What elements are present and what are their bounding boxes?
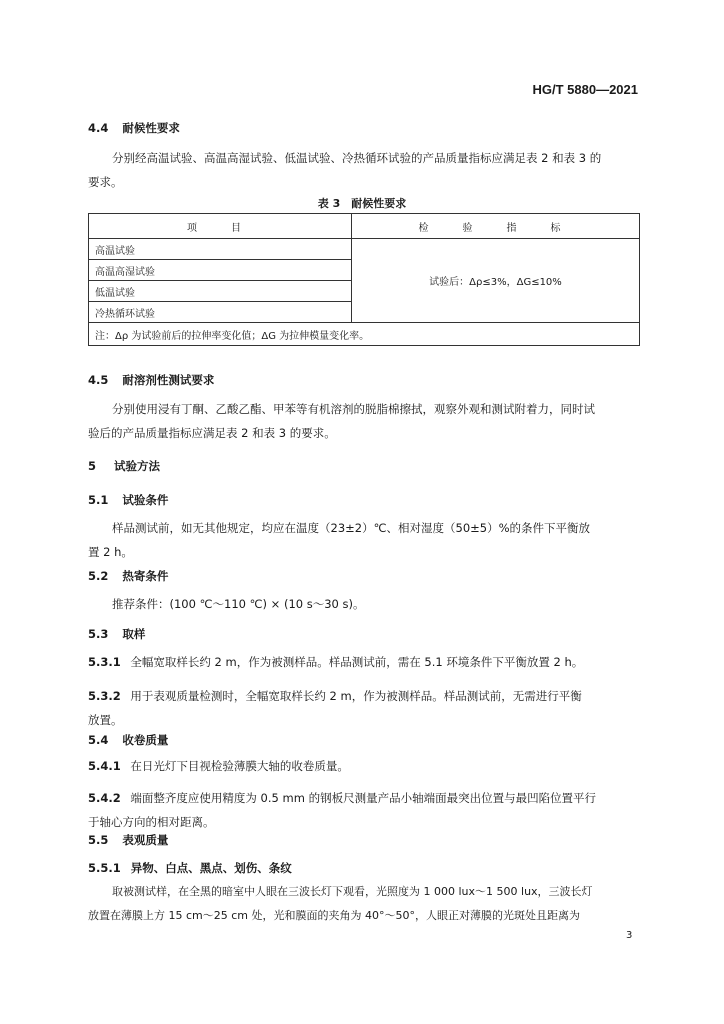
section-5-2-heading	[88, 568, 168, 584]
section-number: 5.5.1	[88, 861, 121, 875]
table-row-label: 低温试验	[89, 281, 352, 302]
section-number: 5.2	[88, 569, 109, 583]
table-note: 注：Δρ 为试验前后的拉伸率变化值；ΔG 为拉伸模量变化率。	[89, 323, 640, 346]
section-4-4-body	[88, 146, 648, 194]
section-number: 5.5	[88, 833, 109, 847]
section-title: 表观质量	[122, 833, 169, 847]
table-row-label: 高温高湿试验	[89, 260, 352, 281]
section-title: 耐溶剂性测试要求	[122, 373, 215, 387]
section-title: 试验条件	[122, 493, 169, 507]
clause-number: 5.3.1	[88, 655, 121, 669]
section-title: 取样	[122, 627, 146, 641]
clause-continuation: 于轴心方向的相对距离。	[88, 815, 215, 829]
paragraph-line: 要求。	[88, 175, 123, 189]
clause-continuation: 放置。	[88, 713, 123, 727]
clause-text: 端面整齐度应使用精度为 0.5 mm 的钢板尺测量产品小轴端面最突出位置与最凹陷位置平行	[130, 791, 597, 805]
table-criterion: 试验后：Δρ≤3%，ΔG≤10%	[352, 239, 640, 323]
clause-5-3-2	[88, 684, 648, 732]
section-5-3-heading	[88, 626, 145, 642]
section-5-4-heading	[88, 732, 168, 748]
section-number: 5.3	[88, 627, 109, 641]
paragraph-line: 验后的产品质量指标应满足表 2 和表 3 的要求。	[88, 426, 336, 440]
section-number: 4.5	[88, 373, 109, 387]
clause-text: 在日光灯下目视检验薄膜大轴的收卷质量。	[130, 759, 349, 773]
section-number: 5.1	[88, 493, 109, 507]
page-number: 3	[626, 930, 633, 941]
section-number: 5.4	[88, 733, 109, 747]
section-title: 试验方法	[114, 459, 161, 473]
section-4-4-heading	[88, 120, 180, 136]
clause-5-3-1	[88, 654, 648, 670]
section-5-5-1-heading	[88, 860, 292, 876]
table-3	[88, 213, 640, 346]
paragraph-line: 样品测试前，如无其他规定，均应在温度（23±2）℃、相对湿度（50±5）%的条件下平衡放	[112, 521, 591, 535]
section-number: 5	[88, 459, 97, 473]
section-title: 热寄条件	[122, 569, 169, 583]
clause-5-4-1	[88, 758, 648, 774]
section-5-heading	[88, 458, 160, 474]
section-5-2-body	[88, 592, 648, 616]
table-header-criterion: 检 验 指 标	[352, 214, 640, 239]
section-4-5-body	[88, 397, 648, 445]
section-5-5-heading	[88, 832, 168, 848]
paragraph-line: 取被测试样，在全黑的暗室中人眼在三波长灯下观看，光照度为 1 000 lux～1 500 lux，三波长灯	[112, 885, 593, 898]
paragraph-line: 放置在薄膜上方 15 cm～25 cm 处，光和膜面的夹角为 40°～50°，人眼正对薄膜的光斑处且距离为	[88, 909, 580, 922]
standard-code: HG/T 5880—2021	[532, 82, 638, 97]
section-5-5-1-body	[88, 880, 648, 928]
paragraph-line: 分别使用浸有丁酮、乙酸乙酯、甲苯等有机溶剂的脱脂棉擦拭，观察外观和测试附着力，同时试	[112, 402, 595, 416]
clause-number: 5.3.2	[88, 689, 121, 703]
paragraph-line: 分别经高温试验、高温高湿试验、低温试验、冷热循环试验的产品质量指标应满足表 2 和表 3 的	[112, 151, 602, 165]
section-title: 异物、白点、黑点、划伤、条纹	[130, 861, 292, 875]
clause-5-4-2	[88, 786, 648, 834]
paragraph-line: 置 2 h。	[88, 545, 133, 559]
clause-text: 用于表观质量检测时，全幅宽取样长约 2 m，作为被测样品。样品测试前，无需进行平衡	[130, 689, 582, 703]
clause-text: 全幅宽取样长约 2 m，作为被测样品。样品测试前，需在 5.1 环境条件下平衡放置 2 h。	[130, 655, 584, 669]
table-3-caption: 表 3 耐候性要求	[317, 197, 407, 210]
section-5-1-heading	[88, 492, 168, 508]
table-header-item: 项 目	[89, 214, 352, 239]
section-title: 收卷质量	[122, 733, 169, 747]
section-4-5-heading	[88, 372, 214, 388]
section-5-1-body	[88, 516, 648, 564]
section-number: 4.4	[88, 121, 109, 135]
paragraph-line: 推荐条件：(100 ℃～110 ℃) × (10 s～30 s)。	[112, 597, 365, 611]
table-row-label: 高温试验	[89, 239, 352, 260]
clause-number: 5.4.2	[88, 791, 121, 805]
clause-number: 5.4.1	[88, 759, 121, 773]
table-row-label: 冷热循环试验	[89, 302, 352, 323]
section-title: 耐候性要求	[122, 121, 180, 135]
